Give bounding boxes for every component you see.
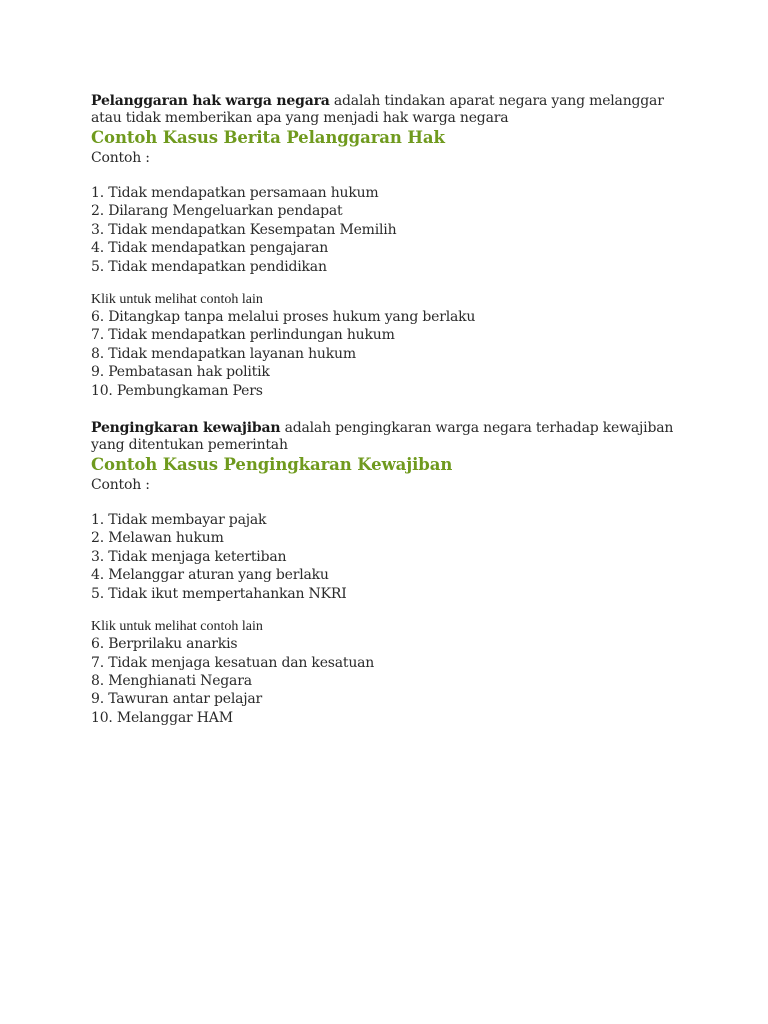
- list-item: 7. Tidak mendapatkan perlindungan hukum: [91, 327, 395, 344]
- list-item: 4. Melanggar aturan yang berlaku: [91, 567, 329, 584]
- list-item: 9. Tawuran antar pelajar: [91, 691, 263, 708]
- section2-list-b: [91, 635, 691, 727]
- section1-term: Pelanggaran hak warga negara: [91, 93, 330, 109]
- section2-list-a: [91, 511, 691, 603]
- list-item: 6. Ditangkap tanpa melalui proses hukum yang berlaku: [91, 309, 476, 326]
- section2-heading: Contoh Kasus Pengingkaran Kewajiban: [91, 455, 453, 475]
- list-item: 4. Tidak mendapatkan pengajaran: [91, 240, 329, 257]
- list-item: 5. Tidak mendapatkan pendidikan: [91, 258, 327, 275]
- spacer: [91, 276, 691, 291]
- section2-contoh-label: Contoh :: [91, 477, 150, 494]
- list-item: 6. Berprilaku anarkis: [91, 636, 238, 653]
- list-item: 9. Pembatasan hak politik: [91, 364, 270, 381]
- list-item: 10. Pembungkaman Pers: [91, 382, 263, 399]
- list-item: 8. Menghianati Negara: [91, 672, 252, 689]
- list-item: 1. Tidak membayar pajak: [91, 512, 267, 529]
- spacer: [91, 494, 691, 511]
- spacer: [91, 167, 691, 184]
- section1-list-a: [91, 184, 691, 276]
- list-item: 7. Tidak menjaga kesatuan dan kesatuan: [91, 654, 375, 671]
- section1-more-link[interactable]: Klik untuk melihat contoh lain: [91, 292, 263, 308]
- section1-intro: [91, 93, 691, 127]
- section1-list-b: [91, 308, 691, 400]
- section2-term: Pengingkaran kewajiban: [91, 420, 281, 437]
- section2-intro: [91, 420, 691, 454]
- list-item: 3. Tidak menjaga ketertiban: [91, 548, 287, 565]
- list-item: 5. Tidak ikut mempertahankan NKRI: [91, 585, 347, 602]
- list-item: 10. Melanggar HAM: [91, 709, 233, 726]
- spacer: [91, 400, 691, 420]
- section2-more-link[interactable]: Klik untuk melihat contoh lain: [91, 619, 263, 635]
- list-item: 1. Tidak mendapatkan persamaan hukum: [91, 185, 379, 201]
- list-item: 8. Tidak mendapatkan layanan hukum: [91, 345, 356, 362]
- list-item: 3. Tidak mendapatkan Kesempatan Memilih: [91, 221, 397, 238]
- spacer: [91, 603, 691, 618]
- section1-contoh-label: Contoh :: [91, 150, 150, 166]
- section1-heading: Contoh Kasus Berita Pelanggaran Hak: [91, 128, 445, 147]
- document-page: [91, 93, 691, 727]
- list-item: 2. Dilarang Mengeluarkan pendapat: [91, 203, 343, 220]
- section2-definition: adalah pengingkaran warga negara terhadap kewajiban yang ditentukan pemerintah: [91, 420, 674, 454]
- list-item: 2. Melawan hukum: [91, 530, 224, 547]
- section1-definition: adalah tindakan aparat negara yang melanggar atau tidak memberikan apa yang menjadi hak warga negara: [91, 93, 664, 126]
